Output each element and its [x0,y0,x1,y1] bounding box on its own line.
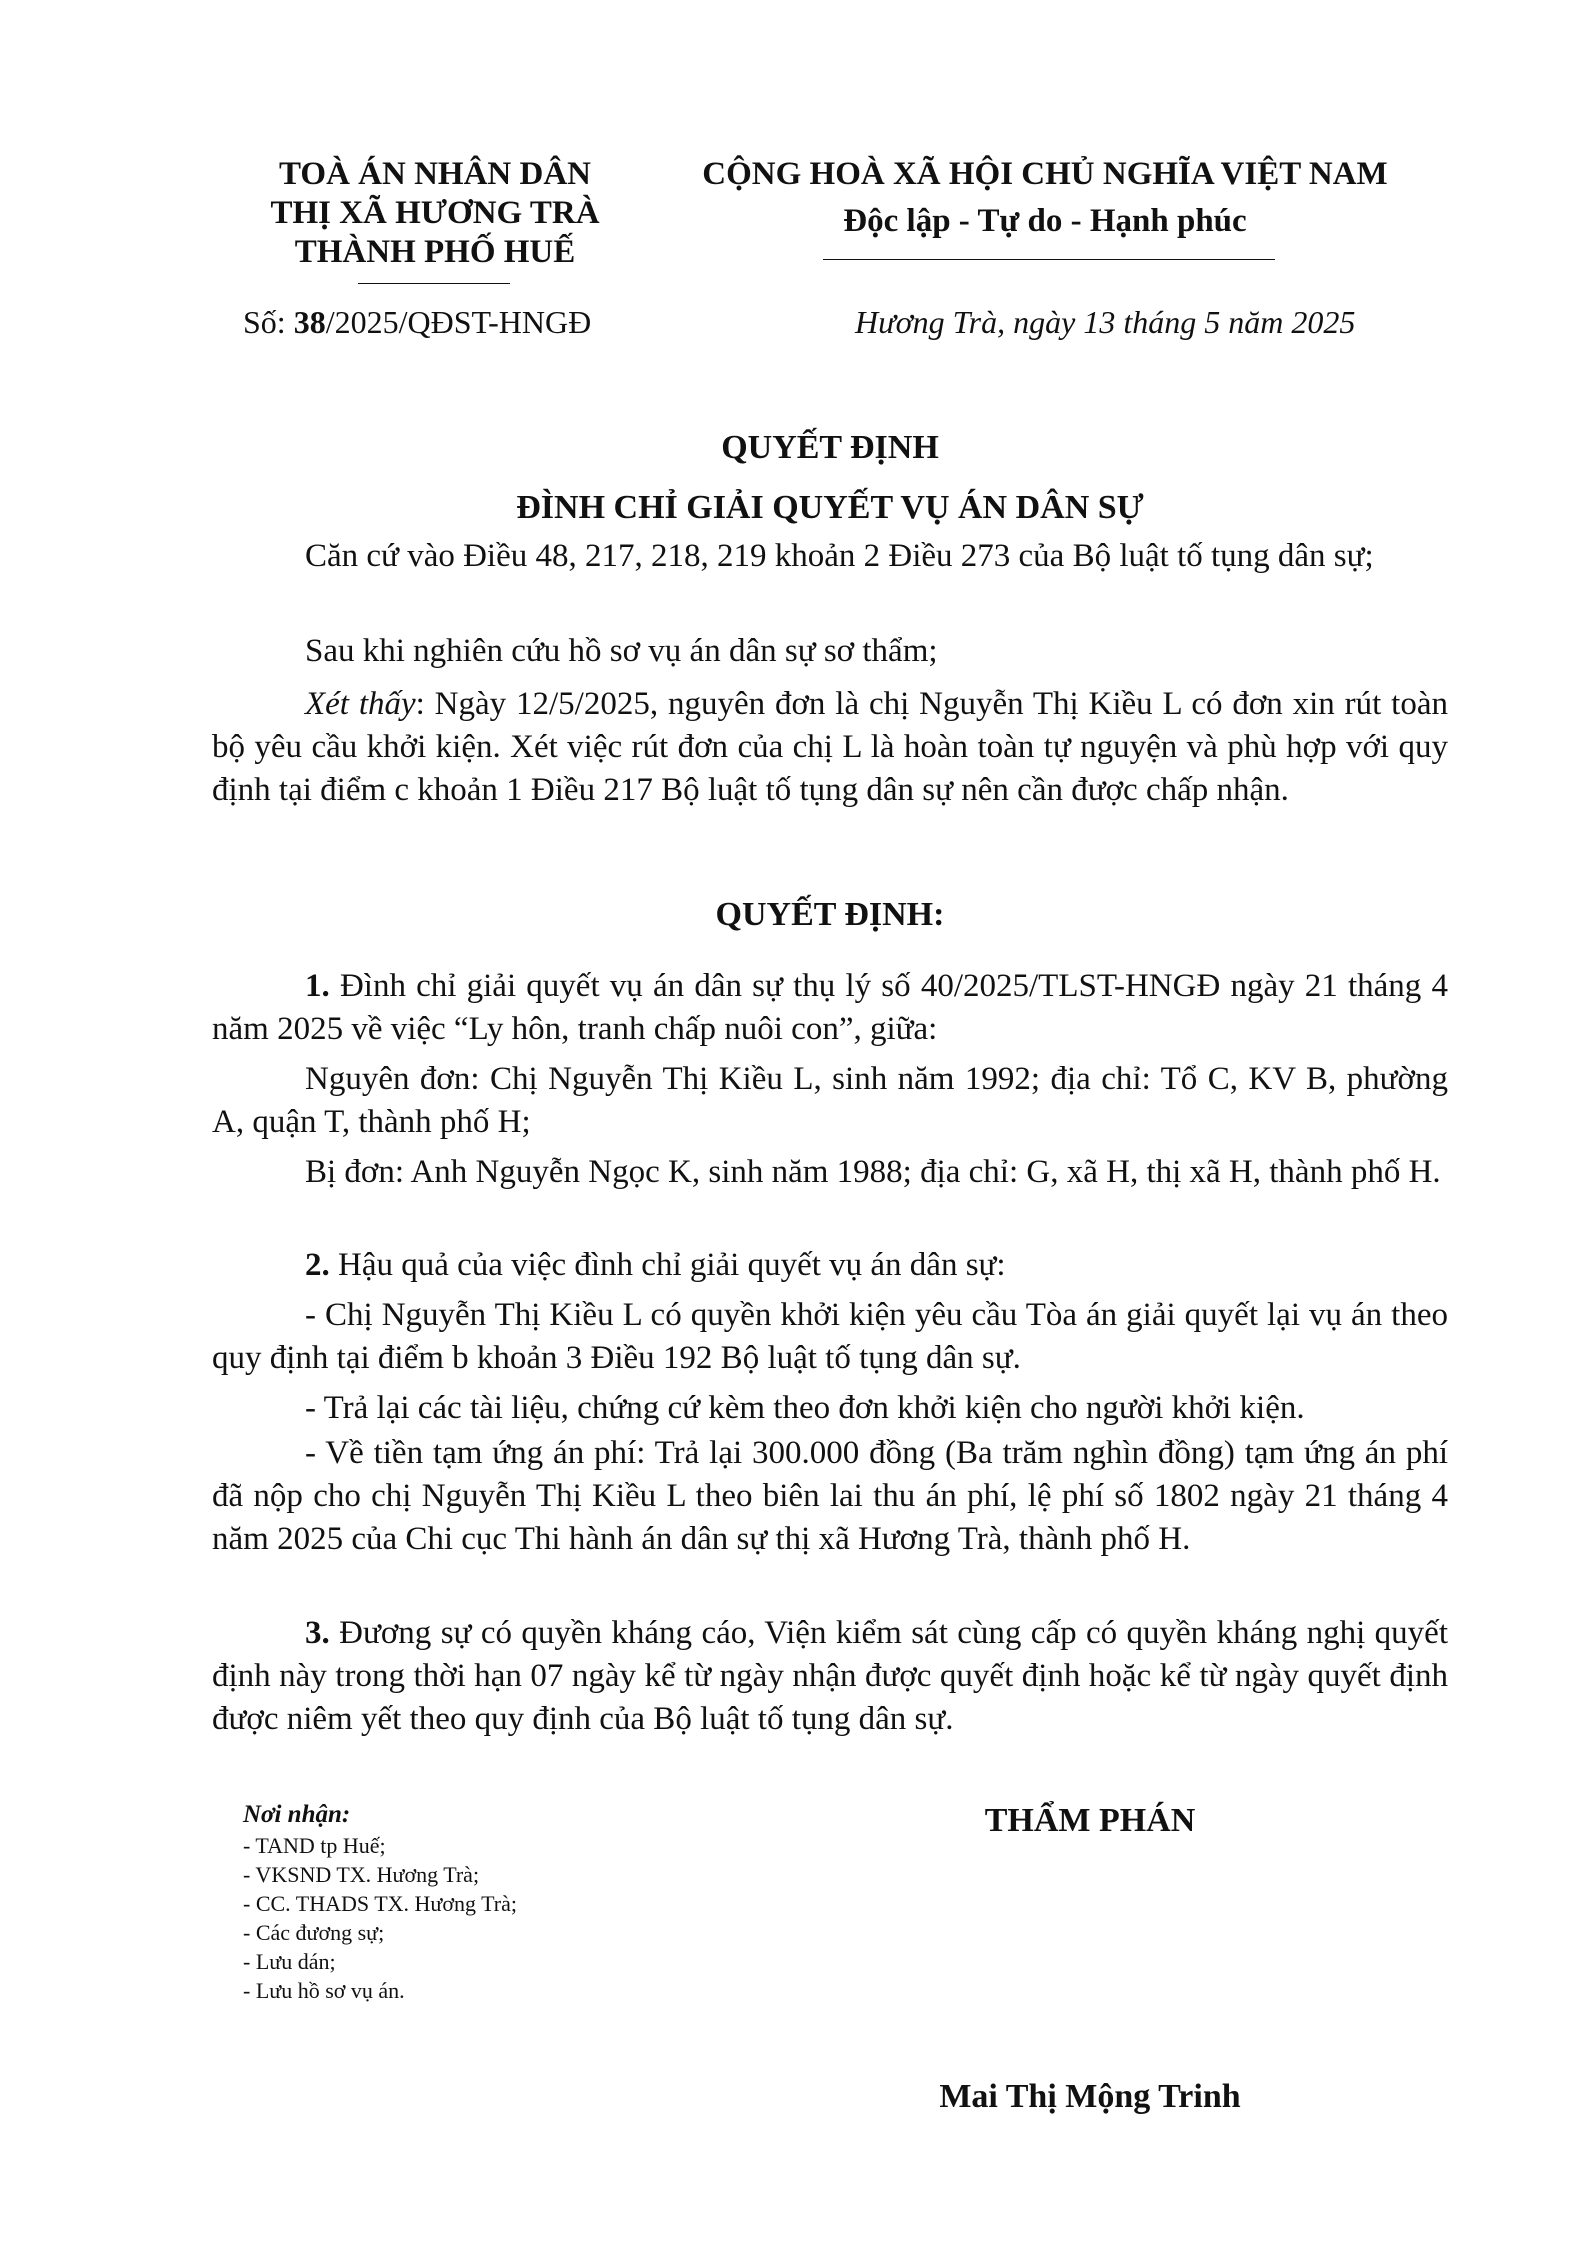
review-paragraph: Sau khi nghiên cứu hồ sơ vụ án dân sự sơ thẩm; [305,633,938,669]
recipients-heading: Nơi nhận: [243,1801,351,1828]
legal-basis-paragraph: Căn cứ vào Điều 48, 217, 218, 219 khoản 2 Điều 273 của Bộ luật tố tụng dân sự; [305,538,1374,574]
court-name-block [200,155,670,272]
national-motto-block [670,155,1420,241]
national-motto: Độc lập - Tự do - Hạnh phúc [843,203,1247,239]
decision-item-2: 2. Hậu quả của việc đình chỉ giải quyết vụ án dân sự: [305,1247,1006,1283]
consequence-3: - Về tiền tạm ứng án phí: Trả lại 300.000 đồng (Ba trăm nghìn đồng) tạm ứng án phí đã nộp cho chị Nguyễn Thị Kiều L theo biên lai thu án phí, lệ phí số 1802 ngày 21 tháng 4 năm 2025 của Chi cục Thi hành án dân sự thị xã Hương Trà, thành phố H. [212,1435,1448,1557]
court-name-underline [358,283,510,284]
decision-number: Số: 38/2025/QĐST-HNGĐ [243,304,592,340]
national-name: CỘNG HOÀ XÃ HỘI CHỦ NGHĨA VIỆT NAM [702,156,1388,192]
recipient-item: - Các đương sự; [243,1920,385,1945]
defendant-paragraph: Bị đơn: Anh Nguyễn Ngọc K, sinh năm 1988; địa chỉ: G, xã H, thị xã H, thành phố H. [305,1154,1441,1190]
document-title [212,418,1448,538]
place-date: Hương Trà, ngày 13 tháng 5 năm 2025 [855,304,1356,340]
recipient-item: - Lưu hồ sơ vụ án. [243,1978,405,2003]
findings-paragraph: Xét thấy: Ngày 12/5/2025, nguyên đơn là chị Nguyễn Thị Kiều L có đơn xin rút toàn bộ yêu cầu khởi kiện. Xét việc rút đơn của chị L là hoàn toàn tự nguyện và phù hợp với quy định tại điểm c khoản 1 Điều 217 Bộ luật tố tụng dân sự nên cần được chấp nhận. [212,686,1448,808]
judge-title: THẨM PHÁN [984,1802,1196,1839]
recipient-item: - CC. THADS TX. Hương Trà; [243,1891,517,1916]
title-line2: ĐÌNH CHỈ GIẢI QUYẾT VỤ ÁN DÂN SỰ [516,489,1144,526]
findings-label: Xét thấy [305,686,416,722]
recipients-block [243,1798,763,2005]
court-name-line1: TOÀ ÁN NHÂN DÂN [279,156,591,192]
court-name-line3: THÀNH PHỐ HUẾ [294,234,576,270]
recipient-item: - VKSND TX. Hương Trà; [243,1862,480,1887]
consequence-1: - Chị Nguyễn Thị Kiều L có quyền khởi kiện yêu cầu Tòa án giải quyết lại vụ án theo quy định tại điểm b khoản 3 Điều 192 Bộ luật tố tụng dân sự. [212,1297,1448,1376]
recipient-item: - Lưu dán; [243,1949,336,1974]
title-line1: QUYẾT ĐỊNH [721,429,939,466]
plaintiff-paragraph: Nguyên đơn: Chị Nguyễn Thị Kiều L, sinh năm 1992; địa chỉ: Tổ C, KV B, phường A, quận T, thành phố H; [212,1061,1448,1140]
court-name-line2: THỊ XÃ HƯƠNG TRÀ [270,195,600,231]
decision-heading: QUYẾT ĐỊNH: [715,896,945,933]
recipient-item: - TAND tp Huế; [243,1833,386,1858]
decision-item-1: 1. Đình chỉ giải quyết vụ án dân sự thụ lý số 40/2025/TLST-HNGĐ ngày 21 tháng 4 năm 2025 về việc “Ly hôn, tranh chấp nuôi con”, giữa: [212,968,1448,1047]
decision-number-value: 38 [293,304,326,340]
consequence-2: - Trả lại các tài liệu, chứng cứ kèm theo đơn khởi kiện cho người khởi kiện. [305,1390,1305,1426]
decision-item-3: 3. Đương sự có quyền kháng cáo, Viện kiểm sát cùng cấp có quyền kháng nghị quyết định này trong thời hạn 07 ngày kể từ ngày nhận được quyết định hoặc kể từ ngày quyết định được niêm yết theo quy định của Bộ luật tố tụng dân sự. [212,1615,1448,1737]
national-motto-underline [823,259,1275,260]
judge-name: Mai Thị Mộng Trinh [939,2078,1241,2115]
